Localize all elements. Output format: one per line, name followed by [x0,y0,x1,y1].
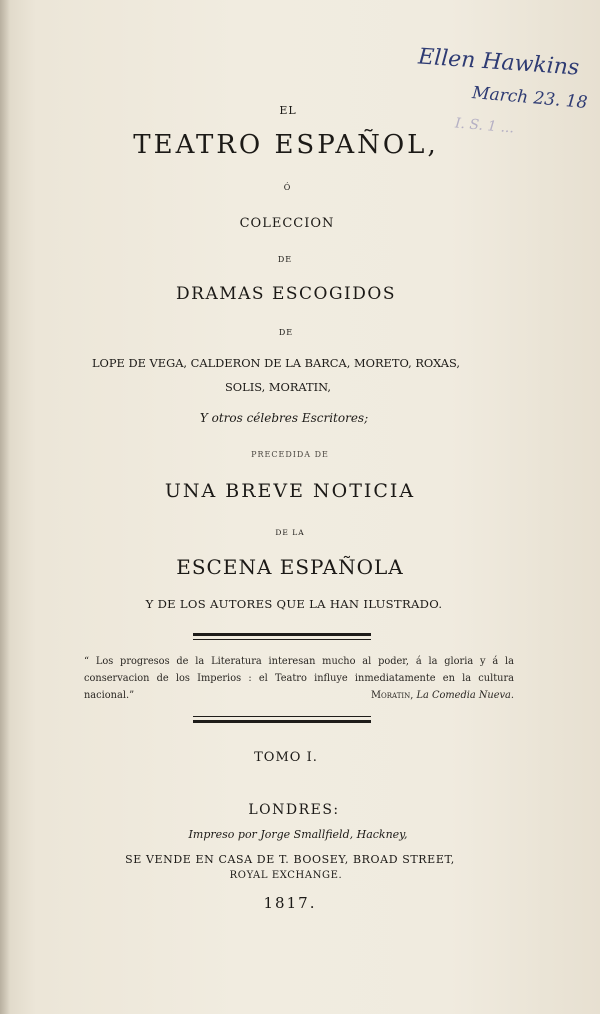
epigraph-work: La Comedia Nueva. [416,690,514,701]
de-la-line: DE LA [275,528,305,537]
seller-line-2: ROYAL EXCHANGE. [229,870,343,881]
coleccion-line: COLECCION [239,216,335,231]
authors-line-2: SOLIS, MORATIN, [225,380,331,394]
authors-line-1: LOPE DE VEGA, CALDERON DE LA BARCA, MORETO, ROXAS, [91,356,461,370]
de-line-1: DE [277,255,293,264]
seller-line-1: SE VENDE EN CASA DE T. BOOSEY, BROAD STREET, [125,853,455,866]
epigraph [84,653,514,704]
city-line: LONDRES: [248,802,340,818]
preceded-line: PRECEDIDA DE [251,450,329,459]
lower-rule-thick [193,720,371,723]
escena-line: ESCENA ESPAÑOLA [176,555,404,579]
page-title: TEATRO ESPAÑOL, [133,130,439,160]
volume-number: TOMO I. [254,750,318,765]
handwritten-faint-note: I. S. 1 ... [454,115,515,137]
handwritten-date: March 23. 18 [471,82,589,114]
upper-rule-thin [193,639,371,640]
lower-rule-thin [193,716,371,717]
de-line-2: DE [278,328,294,337]
epigraph-author: Moratin, [371,690,414,701]
epigraph-attribution [84,687,514,704]
dramas-line: DRAMAS ESCOGIDOS [176,284,396,304]
handwritten-name: Ellen Hawkins [417,44,580,81]
publication-year: 1817. [263,894,317,912]
epigraph-text: “ Los progresos de la Literatura interesan mucho al poder, á la gloria y á la conservacion de los Imperios : el Teatro influye inmediatamente en la cultura nacional.” [84,656,514,701]
title-conjunction: Ó [283,183,291,192]
title-article: EL [279,104,297,117]
others-line: Y otros célebres Escritores; [199,411,369,425]
upper-rule-thick [193,633,371,636]
printer-line: Impreso por Jorge Smallfield, Hackney, [188,828,408,841]
noticia-line: UNA BREVE NOTICIA [164,480,416,502]
autores-line: Y DE LOS AUTORES QUE LA HAN ILUSTRADO. [145,597,443,611]
